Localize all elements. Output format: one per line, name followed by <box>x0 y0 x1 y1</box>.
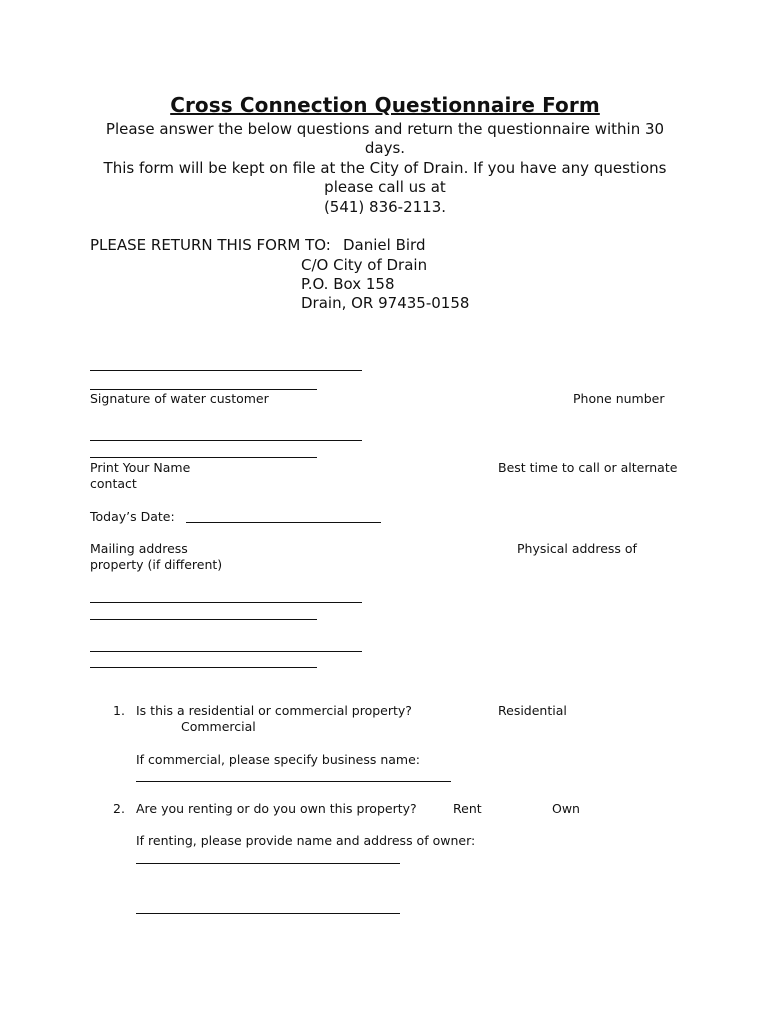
mailing-address-line[interactable] <box>90 651 362 652</box>
property-label: property (if different) <box>90 557 223 572</box>
phone-label: Phone number <box>573 391 665 406</box>
best-time-line[interactable] <box>90 457 317 458</box>
signature-line[interactable] <box>90 370 362 371</box>
option-residential[interactable]: Residential <box>498 703 567 718</box>
intro-line: days. <box>364 139 406 158</box>
phone-line[interactable] <box>90 389 317 390</box>
physical-address-line[interactable] <box>90 619 317 620</box>
question-text: Is this a residential or commercial property? <box>136 703 412 718</box>
form-title: Cross Connection Questionnaire Form <box>170 93 600 117</box>
phone-number-text: (541) 836-2113. <box>323 197 447 216</box>
return-address-line: C/O City of Drain <box>301 256 428 274</box>
owner-address-line[interactable] <box>136 913 400 914</box>
print-name-label: Print Your Name <box>90 460 191 475</box>
option-own[interactable]: Own <box>552 801 580 816</box>
physical-address-label: Physical address of <box>517 541 637 556</box>
option-rent[interactable]: Rent <box>453 801 482 816</box>
business-name-line[interactable] <box>136 781 451 782</box>
date-label: Today’s Date: <box>90 509 175 524</box>
return-address-line: Drain, OR 97435-0158 <box>301 294 470 312</box>
date-line[interactable] <box>186 522 381 523</box>
owner-info-label: If renting, please provide name and address of owner: <box>136 833 476 848</box>
return-to-name: Daniel Bird <box>343 236 426 254</box>
signature-label: Signature of water customer <box>90 391 269 406</box>
intro-line: Please answer the below questions and return the questionnaire within 30 <box>105 120 665 138</box>
intro-line: please call us at <box>324 178 446 197</box>
return-to-label: PLEASE RETURN THIS FORM TO: <box>90 236 331 254</box>
intro-text <box>95 120 675 217</box>
option-commercial[interactable]: Commercial <box>181 719 256 734</box>
physical-address-line[interactable] <box>90 667 317 668</box>
owner-name-line[interactable] <box>136 863 400 864</box>
print-name-line[interactable] <box>90 440 362 441</box>
question-number: 1. <box>113 703 125 718</box>
mailing-address-line[interactable] <box>90 602 362 603</box>
question-text: Are you renting or do you own this property? <box>136 801 417 816</box>
mailing-address-label: Mailing address <box>90 541 188 556</box>
contact-label: contact <box>90 476 137 491</box>
business-name-label: If commercial, please specify business name: <box>136 752 420 767</box>
return-address-line: P.O. Box 158 <box>301 275 395 293</box>
intro-line: This form will be kept on file at the City of Drain. If you have any questions <box>103 158 667 177</box>
question-number: 2. <box>113 801 125 816</box>
best-time-label: Best time to call or alternate <box>498 460 678 475</box>
